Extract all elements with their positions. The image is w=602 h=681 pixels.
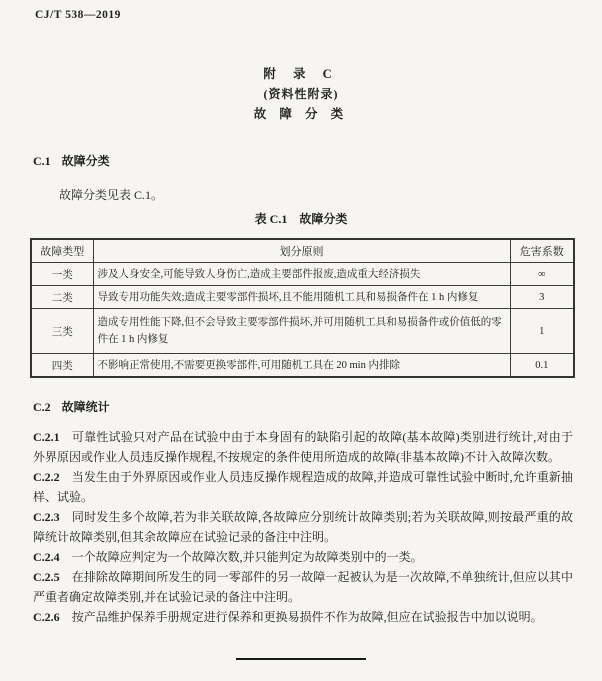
cell-fault-type: 二类 <box>31 286 93 309</box>
section-c1-number: C.1 <box>33 154 51 168</box>
clause-text: 在排除故障期间所发生的同一零部件的另一故障一起被认为是一次故障,不单独统计,但应以其中严重者确定故障类别,并在试验记录的备注中注明。 <box>33 570 573 604</box>
section-c1-label: 故障分类 <box>61 154 110 168</box>
section-c2-label: 故障统计 <box>61 400 110 414</box>
clause-number: C.2.5 <box>33 570 60 584</box>
clause-text: 当发生由于外界原因或作业人员违反操作规程造成的故障,并造成可靠性试验中断时,允许重新抽样、试验。 <box>33 470 573 504</box>
clause-text: 一个故障应判定为一个故障次数,并只能判定为故障类别中的一类。 <box>71 550 423 564</box>
fault-table-container <box>30 238 575 378</box>
clause-c2-1 <box>33 427 573 467</box>
clause-text: 同时发生多个故障,若为非关联故障,各故障应分别统计故障类别;若为关联故障,则按最严重的故障统计故障类别,但其余故障应在试验记录的备注中注明。 <box>33 510 573 544</box>
table-row <box>31 309 574 354</box>
table-row <box>31 286 574 309</box>
clause-c2-3 <box>33 507 573 547</box>
cell-hazard-factor: 0.1 <box>510 354 574 378</box>
section-c2-heading <box>33 398 110 415</box>
header-fault-type: 故障类型 <box>31 239 93 263</box>
clause-text: 按产品维护保养手册规定进行保养和更换易损件不作为故障,但应在试验报告中加以说明。 <box>71 610 543 624</box>
header-principle: 划分原则 <box>93 239 510 263</box>
cell-principle: 不影响正常使用,不需要更换零部件,可用随机工具在 20 min 内排除 <box>93 354 510 378</box>
cell-fault-type: 三类 <box>31 309 93 354</box>
appendix-heading: 故 障 分 类 <box>253 107 349 121</box>
clause-number: C.2.3 <box>33 510 60 524</box>
fault-classification-table <box>30 238 575 378</box>
table-title-label: 故障分类 <box>299 212 348 226</box>
section-c2-number: C.2 <box>33 400 51 414</box>
cell-fault-type: 四类 <box>31 354 93 378</box>
cell-principle: 造成专用性能下降,但不会导致主要零部件损坏,并可用随机工具和易损备件或价值低的零件在 1 h 内修复 <box>93 309 510 354</box>
appendix-subtitle: (资料性附录) <box>263 87 339 101</box>
table-row <box>31 263 574 286</box>
clause-c2-4 <box>33 547 573 567</box>
section-c1-intro: 故障分类见表 C.1。 <box>59 188 164 202</box>
cell-hazard-factor: 3 <box>510 286 574 309</box>
end-of-document-divider <box>236 658 366 660</box>
cell-principle: 导致专用功能失效;造成主要零部件损坏,且不能用随机工具和易损备件在 1 h 内修复 <box>93 286 510 309</box>
cell-principle: 涉及人身安全,可能导致人身伤亡,造成主要部件报废,造成重大经济损失 <box>93 263 510 286</box>
cell-fault-type: 一类 <box>31 263 93 286</box>
clause-c2-2 <box>33 467 573 507</box>
cell-hazard-factor: ∞ <box>510 263 574 286</box>
table-header-row <box>31 239 574 263</box>
appendix-header <box>0 64 602 124</box>
clause-number: C.2.2 <box>33 470 60 484</box>
table-title <box>0 210 602 227</box>
clause-c2-6 <box>33 607 573 627</box>
clause-number: C.2.4 <box>33 550 60 564</box>
section-c1-heading <box>33 152 110 169</box>
table-row <box>31 354 574 378</box>
cell-hazard-factor: 1 <box>510 309 574 354</box>
header-hazard-factor: 危害系数 <box>510 239 574 263</box>
clause-number: C.2.6 <box>33 610 60 624</box>
doc-number: CJ/T 538—2019 <box>35 9 121 21</box>
clause-c2-5 <box>33 567 573 607</box>
appendix-title: 附 录 C <box>263 67 339 81</box>
section-c2-clauses <box>33 427 573 627</box>
clause-text: 可靠性试验只对产品在试验中由于本身固有的缺陷引起的故障(基本故障)类别进行统计,对由于外界原因或作业人员违反操作规程,不按规定的条件使用所造成的故障(非基本故障)不计入故障次数。 <box>33 430 573 464</box>
table-title-prefix: 表 C.1 <box>254 212 288 226</box>
clause-number: C.2.1 <box>33 430 60 444</box>
